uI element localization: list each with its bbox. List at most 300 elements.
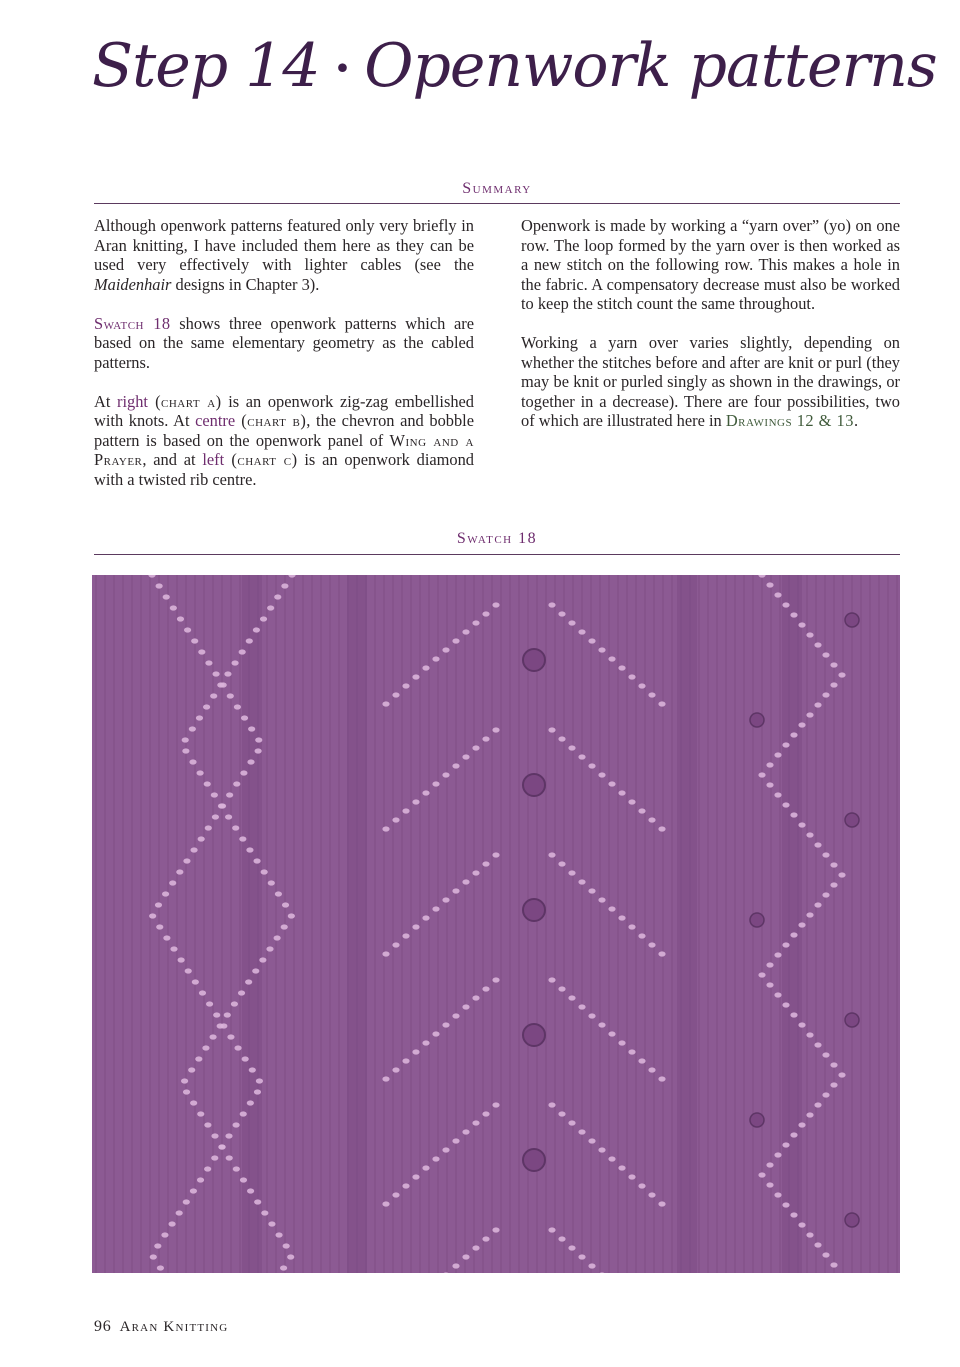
eyelet-hole	[462, 879, 469, 884]
eyelet-hole	[412, 799, 419, 804]
eyelet-hole	[790, 612, 797, 617]
eyelet-hole	[492, 602, 499, 607]
eyelet-hole	[798, 1122, 805, 1127]
eyelet-hole	[183, 1089, 190, 1094]
eyelet-hole	[608, 906, 615, 911]
eyelet-hole	[189, 726, 196, 731]
eyelet-hole	[254, 1199, 261, 1204]
text-run: .	[853, 411, 859, 430]
eyelet-hole	[462, 1004, 469, 1009]
eyelet-hole	[782, 1202, 789, 1207]
eyelet-hole	[156, 924, 163, 929]
eyelet-hole	[648, 1067, 655, 1072]
eyelet-hole	[282, 902, 289, 907]
knot	[750, 713, 764, 727]
maidenhair-ref: Maidenhair	[94, 274, 172, 294]
eyelet-hole	[492, 1102, 499, 1107]
left-ref: left	[202, 450, 225, 469]
eyelet-hole	[830, 662, 837, 667]
eyelet-hole	[608, 1156, 615, 1161]
eyelet-hole	[830, 1262, 837, 1267]
eyelet-hole	[442, 1147, 449, 1152]
eyelet-hole	[766, 762, 773, 767]
eyelet-hole	[766, 782, 773, 787]
eyelet-hole	[256, 1078, 263, 1083]
eyelet-hole	[197, 1177, 204, 1182]
knot	[750, 913, 764, 927]
eyelet-hole	[548, 727, 555, 732]
eyelet-hole	[212, 814, 219, 819]
eyelet-hole	[226, 792, 233, 797]
book-title: Aran Knitting	[119, 1319, 229, 1335]
summary-right-column	[521, 216, 900, 450]
knot	[845, 1213, 859, 1227]
eyelet-hole	[274, 594, 281, 599]
knot	[845, 1013, 859, 1027]
eyelet-hole	[184, 627, 191, 632]
eyelet-hole	[211, 1155, 218, 1160]
eyelet-hole	[830, 1062, 837, 1067]
eyelet-hole	[382, 951, 389, 956]
eyelet-hole	[838, 872, 845, 877]
eyelet-hole	[774, 792, 781, 797]
eyelet-hole	[183, 1199, 190, 1204]
eyelet-hole	[558, 861, 565, 866]
eyelet-hole	[482, 1236, 489, 1241]
eyelet-hole	[638, 1058, 645, 1063]
eyelet-hole	[268, 1221, 275, 1226]
eyelet-hole	[432, 656, 439, 661]
eyelet-hole	[227, 693, 234, 698]
eyelet-hole	[774, 592, 781, 597]
bobble	[523, 1149, 545, 1171]
swatch-rule	[94, 554, 900, 555]
eyelet-hole	[163, 594, 170, 599]
eyelet-hole	[798, 822, 805, 827]
eyelet-hole	[170, 946, 177, 951]
eyelet-hole	[217, 1023, 224, 1028]
eyelet-hole	[402, 808, 409, 813]
eyelet-hole	[382, 1201, 389, 1206]
eyelet-hole	[234, 704, 241, 709]
eyelet-hole	[255, 737, 262, 742]
text-run: is an openwork diamond with a twisted rib centre.	[94, 450, 475, 489]
eyelet-hole	[392, 817, 399, 822]
eyelet-hole	[149, 913, 156, 918]
eyelet-hole	[382, 826, 389, 831]
text-run: shows three openwork patterns which are based on the same elementary geometry as the cabled patterns.	[94, 313, 474, 372]
eyelet-hole	[588, 888, 595, 893]
eyelet-hole	[648, 942, 655, 947]
eyelet-hole	[205, 825, 212, 830]
eyelet-hole	[548, 852, 555, 857]
eyelet-hole	[452, 888, 459, 893]
eyelet-hole	[162, 891, 169, 896]
eyelet-hole	[790, 932, 797, 937]
eyelet-hole	[432, 781, 439, 786]
chart-c-ref: (chart c)	[224, 450, 298, 469]
eyelet-hole	[782, 942, 789, 947]
eyelet-hole	[790, 1012, 797, 1017]
eyelet-hole	[462, 754, 469, 759]
eyelet-hole	[432, 1031, 439, 1036]
eyelet-hole	[156, 583, 163, 588]
eyelet-hole	[255, 748, 262, 753]
eyelet-hole	[202, 1045, 209, 1050]
eyelet-hole	[568, 995, 575, 1000]
eyelet-hole	[402, 683, 409, 688]
knot	[845, 613, 859, 627]
eyelet-hole	[806, 1112, 813, 1117]
summary-left-column	[94, 216, 474, 509]
eyelet-hole	[462, 629, 469, 634]
eyelet-hole	[233, 1122, 240, 1127]
eyelet-hole	[822, 1252, 829, 1257]
eyelet-hole	[790, 812, 797, 817]
eyelet-hole	[814, 642, 821, 647]
eyelet-hole	[188, 1067, 195, 1072]
eyelet-hole	[209, 1034, 216, 1039]
eyelet-hole	[238, 990, 245, 995]
eyelet-hole	[482, 861, 489, 866]
eyelet-hole	[658, 951, 665, 956]
eyelet-hole	[248, 726, 255, 731]
eyelet-hole	[838, 672, 845, 677]
eyelet-hole	[234, 1045, 241, 1050]
eyelet-hole	[288, 913, 295, 918]
eyelet-hole	[452, 763, 459, 768]
eyelet-hole	[392, 1192, 399, 1197]
eyelet-hole	[482, 736, 489, 741]
eyelet-hole	[195, 1056, 202, 1061]
eyelet-hole	[163, 935, 170, 940]
text-run: designs in Chapter 3).	[171, 274, 320, 294]
eyelet-hole	[247, 1188, 254, 1193]
bobble	[523, 774, 545, 796]
eyelet-hole	[191, 638, 198, 643]
eyelet-hole	[638, 808, 645, 813]
eyelet-hole	[814, 702, 821, 707]
eyelet-hole	[217, 682, 224, 687]
eyelet-hole	[628, 799, 635, 804]
summary-rule	[94, 203, 900, 204]
eyelet-hole	[226, 1155, 233, 1160]
eyelet-hole	[442, 1022, 449, 1027]
eyelet-hole	[618, 915, 625, 920]
eyelet-hole	[442, 647, 449, 652]
eyelet-hole	[176, 1210, 183, 1215]
eyelet-hole	[806, 1032, 813, 1037]
eyelet-hole	[578, 1004, 585, 1009]
eyelet-hole	[588, 638, 595, 643]
eyelet-hole	[822, 892, 829, 897]
eyelet-hole	[150, 1254, 157, 1259]
eyelet-hole	[260, 616, 267, 621]
eyelet-hole	[275, 1232, 282, 1237]
eyelet-hole	[628, 1174, 635, 1179]
text-run: Although openwork patterns featured only very briefly in Aran knitting, I have included them here as they can be used very effectively with lighter cables (see the	[94, 216, 474, 274]
eyelet-hole	[790, 1212, 797, 1217]
eyelet-hole	[412, 1049, 419, 1054]
eyelet-hole	[558, 986, 565, 991]
bobble	[523, 649, 545, 671]
eyelet-hole	[198, 649, 205, 654]
eyelet-hole	[598, 1147, 605, 1152]
chart-b-ref: (chart b)	[235, 411, 307, 430]
eyelet-hole	[782, 1142, 789, 1147]
bobble	[523, 899, 545, 921]
eyelet-hole	[472, 870, 479, 875]
eyelet-hole	[568, 1120, 575, 1125]
eyelet-hole	[227, 1034, 234, 1039]
eyelet-hole	[190, 847, 197, 852]
eyelet-hole	[766, 1182, 773, 1187]
eyelet-hole	[190, 1188, 197, 1193]
eyelet-hole	[462, 1254, 469, 1259]
page-number: 96	[94, 1318, 112, 1335]
eyelet-hole	[402, 933, 409, 938]
eyelet-hole	[548, 1227, 555, 1232]
rib-band	[347, 575, 367, 1273]
eyelet-hole	[261, 1210, 268, 1215]
eyelet-hole	[287, 1254, 294, 1259]
eyelet-hole	[219, 1144, 226, 1149]
eyelet-hole	[211, 1133, 218, 1138]
eyelet-hole	[231, 660, 238, 665]
eyelet-hole	[382, 701, 389, 706]
eyelet-hole	[578, 754, 585, 759]
eyelet-hole	[658, 1201, 665, 1206]
eyelet-hole	[588, 763, 595, 768]
eyelet-hole	[432, 906, 439, 911]
eyelet-hole	[588, 1138, 595, 1143]
eyelet-hole	[558, 736, 565, 741]
eyelet-hole	[806, 712, 813, 717]
eyelet-hole	[648, 692, 655, 697]
eyelet-hole	[240, 1177, 247, 1182]
eyelet-hole	[412, 674, 419, 679]
eyelet-hole	[638, 1183, 645, 1188]
eyelet-hole	[392, 942, 399, 947]
bobble	[523, 1024, 545, 1046]
text-run: is an openwork zig-zag embellished with knots. At	[94, 391, 474, 430]
eyelet-hole	[482, 1111, 489, 1116]
eyelet-hole	[830, 862, 837, 867]
summary-heading	[94, 180, 900, 198]
summary-heading-label: Summary	[462, 180, 532, 197]
eyelet-hole	[548, 977, 555, 982]
eyelet-hole	[154, 1243, 161, 1248]
eyelet-hole	[658, 1076, 665, 1081]
eyelet-hole	[568, 620, 575, 625]
eyelet-hole	[199, 990, 206, 995]
eyelet-hole	[618, 1040, 625, 1045]
eyelet-hole	[648, 817, 655, 822]
eyelet-hole	[758, 1172, 765, 1177]
eyelet-hole	[274, 935, 281, 940]
eyelet-hole	[197, 1111, 204, 1116]
eyelet-hole	[588, 1263, 595, 1268]
eyelet-hole	[259, 957, 266, 962]
eyelet-hole	[758, 972, 765, 977]
eyelet-hole	[798, 1222, 805, 1227]
eyelet-hole	[648, 1192, 655, 1197]
eyelet-hole	[774, 1192, 781, 1197]
eyelet-hole	[422, 1040, 429, 1045]
eyelet-hole	[758, 772, 765, 777]
eyelet-hole	[618, 1165, 625, 1170]
eyelet-hole	[268, 880, 275, 885]
text-run: , the chevron and bobble pattern is based on the openwork panel of	[94, 411, 474, 450]
eyelet-hole	[822, 852, 829, 857]
eyelet-hole	[176, 869, 183, 874]
right-ref: right	[117, 391, 148, 411]
eyelet-hole	[382, 1076, 389, 1081]
eyelet-hole	[578, 629, 585, 634]
eyelet-hole	[798, 1022, 805, 1027]
title-topic: Openwork patterns	[364, 31, 937, 101]
eyelet-hole	[218, 803, 225, 808]
eyelet-hole	[155, 902, 162, 907]
eyelet-hole	[205, 660, 212, 665]
eyelet-hole	[240, 1111, 247, 1116]
knot	[845, 813, 859, 827]
eyelet-hole	[225, 814, 232, 819]
eyelet-hole	[766, 962, 773, 967]
eyelet-hole	[452, 1138, 459, 1143]
eyelet-hole	[830, 882, 837, 887]
eyelet-hole	[798, 922, 805, 927]
eyelet-hole	[628, 924, 635, 929]
eyelet-hole	[578, 879, 585, 884]
eyelet-hole	[830, 1082, 837, 1087]
eyelet-hole	[492, 727, 499, 732]
eyelet-hole	[432, 1156, 439, 1161]
eyelet-hole	[492, 977, 499, 982]
eyelet-hole	[442, 772, 449, 777]
eyelet-hole	[233, 1166, 240, 1171]
eyelet-hole	[618, 665, 625, 670]
eyelet-hole	[822, 692, 829, 697]
eyelet-hole	[822, 652, 829, 657]
eyelet-hole	[814, 1042, 821, 1047]
drawings-ref: Drawings 12 & 13	[725, 411, 854, 430]
eyelet-hole	[790, 732, 797, 737]
eyelet-hole	[782, 1002, 789, 1007]
page-title	[92, 26, 937, 106]
eyelet-hole	[253, 858, 260, 863]
eyelet-hole	[774, 752, 781, 757]
eyelet-hole	[766, 982, 773, 987]
eyelet-hole	[253, 627, 260, 632]
eyelet-hole	[231, 1001, 238, 1006]
eyelet-hole	[178, 957, 185, 962]
eyelet-hole	[618, 790, 625, 795]
eyelet-hole	[281, 583, 288, 588]
eyelet-hole	[281, 924, 288, 929]
eyelet-hole	[182, 737, 189, 742]
eyelet-hole	[608, 656, 615, 661]
eyelet-hole	[161, 1232, 168, 1237]
eyelet-hole	[392, 1067, 399, 1072]
eyelet-hole	[442, 897, 449, 902]
eyelet-hole	[224, 671, 231, 676]
summary-left-paragraph-3	[94, 392, 474, 490]
eyelet-hole	[192, 979, 199, 984]
eyelet-hole	[806, 632, 813, 637]
eyelet-hole	[598, 772, 605, 777]
eyelet-hole	[241, 715, 248, 720]
swatch-illustration	[92, 575, 900, 1273]
eyelet-hole	[261, 869, 268, 874]
eyelet-hole	[472, 620, 479, 625]
eyelet-hole	[628, 674, 635, 679]
text-run: At	[94, 391, 117, 411]
knot	[750, 1113, 764, 1127]
eyelet-hole	[806, 912, 813, 917]
eyelet-hole	[452, 638, 459, 643]
eyelet-hole	[548, 602, 555, 607]
eyelet-hole	[830, 682, 837, 687]
summary-right-paragraph-1: Openwork is made by working a “yarn over” (yo) on one row. The loop formed by the yarn over is then worked as a new stitch on the following row. This makes a hole in the fabric. A compensatory decrease must also be worked to keep the stitch count the same throughout.	[521, 216, 900, 313]
eyelet-hole	[492, 1227, 499, 1232]
eyelet-hole	[472, 1120, 479, 1125]
eyelet-hole	[224, 1012, 231, 1017]
eyelet-hole	[204, 781, 211, 786]
rib-band	[677, 575, 697, 1273]
eyelet-hole	[402, 1058, 409, 1063]
eyelet-hole	[548, 1102, 555, 1107]
wing-and-a-prayer-ref: Wing and a Prayer	[94, 430, 474, 469]
eyelet-hole	[252, 968, 259, 973]
eyelet-hole	[185, 968, 192, 973]
eyelet-hole	[588, 1013, 595, 1018]
summary-left-paragraph-1	[94, 216, 474, 294]
eyelet-hole	[233, 781, 240, 786]
eyelet-hole	[658, 826, 665, 831]
eyelet-hole	[422, 1165, 429, 1170]
eyelet-hole	[249, 1067, 256, 1072]
eyelet-hole	[462, 1129, 469, 1134]
eyelet-hole	[242, 1056, 249, 1061]
eyelet-hole	[246, 638, 253, 643]
eyelet-hole	[183, 858, 190, 863]
eyelet-hole	[568, 745, 575, 750]
eyelet-hole	[412, 1174, 419, 1179]
eyelet-hole	[608, 781, 615, 786]
eyelet-hole	[247, 1100, 254, 1105]
eyelet-hole	[177, 616, 184, 621]
eyelet-hole	[203, 704, 210, 709]
eyelet-hole	[482, 611, 489, 616]
eyelet-hole	[558, 611, 565, 616]
eyelet-hole	[212, 671, 219, 676]
eyelet-hole	[774, 952, 781, 957]
eyelet-hole	[168, 1221, 175, 1226]
eyelet-hole	[598, 647, 605, 652]
eyelet-hole	[578, 1254, 585, 1259]
text-run: , and at	[142, 450, 203, 469]
eyelet-hole	[169, 880, 176, 885]
eyelet-hole	[814, 902, 821, 907]
eyelet-hole	[213, 1012, 220, 1017]
eyelet-hole	[232, 825, 239, 830]
eyelet-hole	[472, 745, 479, 750]
eyelet-hole	[254, 1089, 261, 1094]
eyelet-hole	[798, 722, 805, 727]
centre-ref: centre	[195, 411, 236, 430]
swatch-heading	[94, 530, 900, 548]
